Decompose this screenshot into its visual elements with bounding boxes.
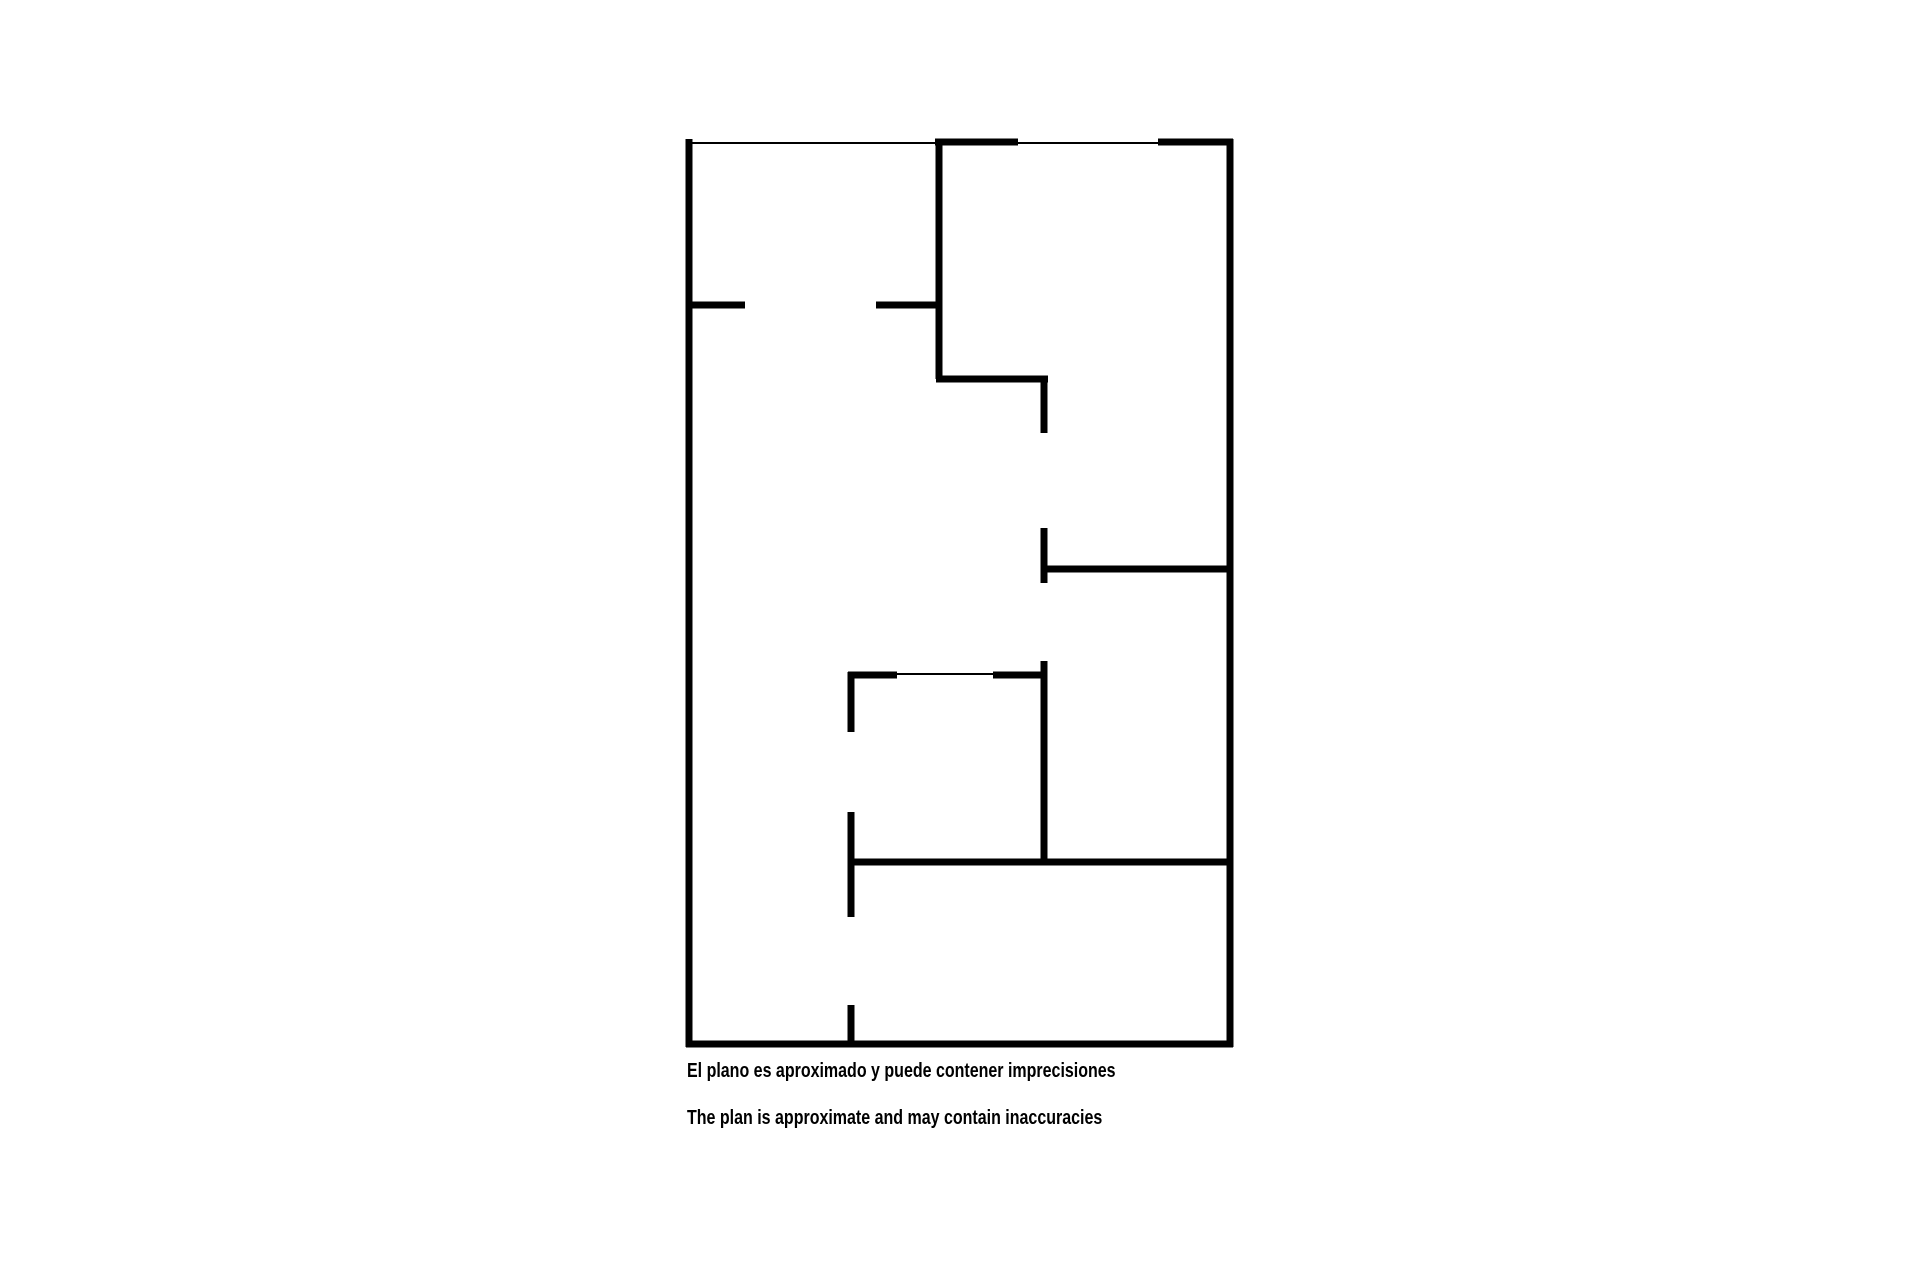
disclaimer-text-english: The plan is approximate and may contain inaccuracies — [687, 1107, 1103, 1129]
wall-layer — [686, 139, 1233, 1047]
disclaimer-text-spanish: El plano es aproximado y puede contener imprecisiones — [687, 1060, 1116, 1082]
